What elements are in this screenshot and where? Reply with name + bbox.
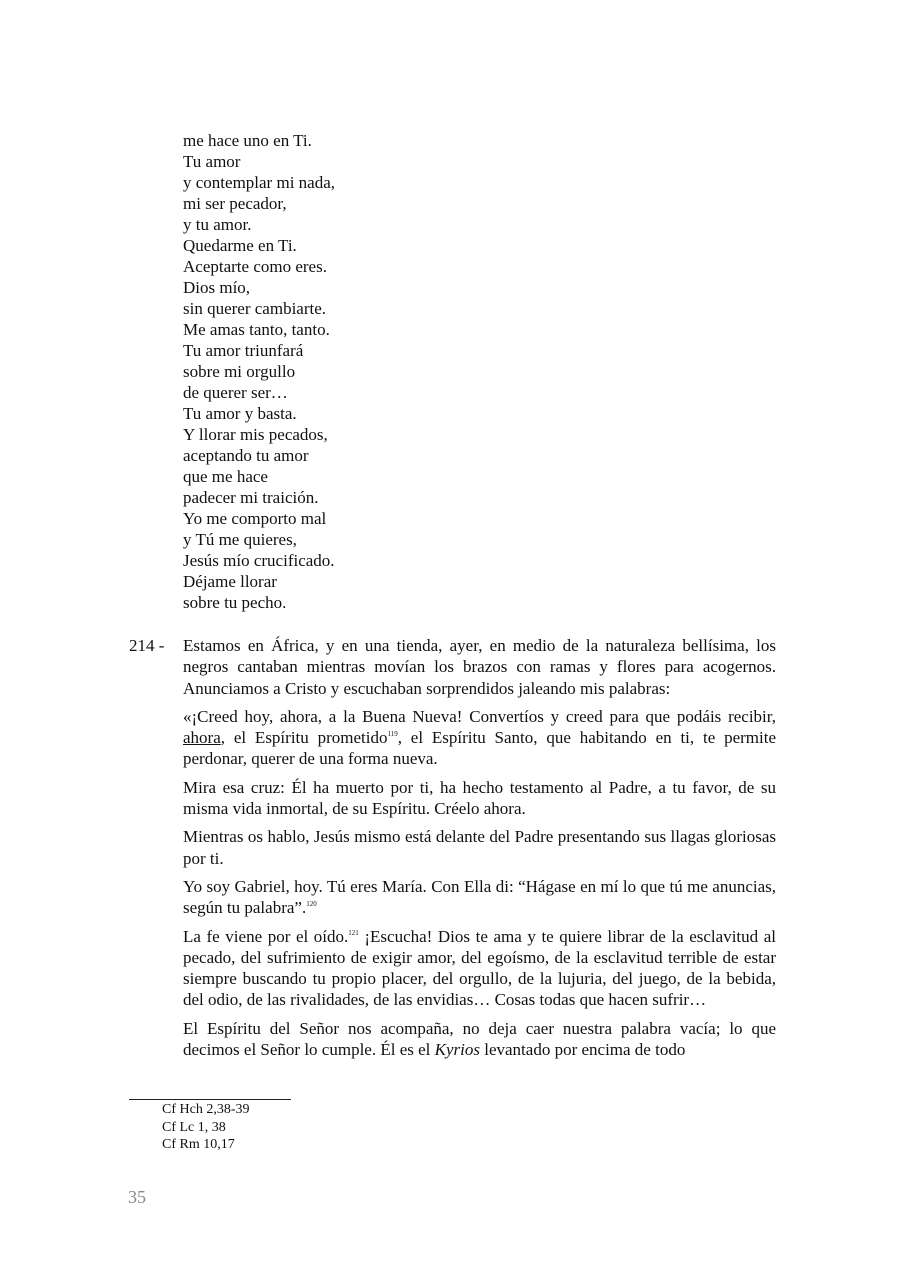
poem-line: Aceptarte como eres. (183, 257, 327, 276)
paragraph-text: «¡Creed hoy, ahora, a la Buena Nueva! Convertíos y creed para que podáis recibir, (183, 706, 776, 726)
poem-line: Tu amor triunfará (183, 341, 304, 360)
paragraph-text: Mientras os hablo, Jesús mismo está delante del Padre presentando sus llagas gloriosas por ti. (183, 827, 776, 868)
footnote: Cf Hch 2,38-39 (162, 1102, 250, 1117)
poem-line: Tu amor y basta. (183, 404, 297, 423)
poem (183, 130, 583, 613)
poem-line: sin querer cambiarte. (183, 299, 327, 318)
paragraph-text: El Espíritu del Señor nos acompaña, no deja caer nuestra palabra vacía; lo que decimos el Señor lo cumple. Él es el (183, 1018, 776, 1060)
poem-line: Déjame llorar (183, 572, 277, 591)
poem-line: me hace uno en Ti. (183, 131, 312, 150)
footnote-ref: 119 (387, 730, 398, 739)
footnote-ref: 120 (306, 900, 317, 909)
paragraph (183, 1018, 776, 1061)
poem-line: sobre mi orgullo (183, 362, 296, 381)
poem-line: sobre tu pecho. (183, 593, 287, 612)
paragraph-text: ¡Escucha! Dios te ama y te quiere librar de la esclavitud al pecado, del sufrimiento de exigir amor, del egoísmo, de la esclavitud terrible de estar siempre buscando tu propio placer, del orgullo, de la lujuria, del juego, de la bebida, del odio, de las rivalidades, de las envidias… Cosas todas que hacen sufrir… (183, 926, 776, 1010)
paragraph-number: 214 - (129, 636, 165, 655)
poem-line: y contemplar mi nada, (183, 173, 336, 192)
italic-term: Kyrios (434, 1040, 480, 1060)
poem-line: padecer mi traición. (183, 488, 319, 507)
poem-line: mi ser pecador, (183, 194, 287, 213)
paragraph (183, 876, 776, 919)
poem-line: Tu amor (183, 152, 241, 171)
paragraph-text: Mira esa cruz: Él ha muerto por ti, ha hecho testamento al Padre, a tu favor, de su misma vida inmortal, de su Espíritu. Créelo ahora. (183, 777, 776, 819)
paragraph (183, 777, 776, 820)
poem-line: Me amas tanto, tanto. (183, 320, 330, 339)
poem-line: que me hace (183, 467, 268, 486)
underlined-word: ahora (183, 728, 221, 748)
paragraph (183, 635, 776, 699)
footnote-separator (129, 1099, 291, 1100)
paragraph-text: , el Espíritu Santo, que habitando en ti, te permite perdonar, querer de una forma nueva. (183, 728, 776, 769)
poem-line: y Tú me quieres, (183, 530, 297, 549)
paragraph (183, 706, 776, 770)
paragraph (183, 826, 776, 869)
paragraph-text: Estamos en África, y en una tienda, ayer, en medio de la naturaleza bellísima, los negros cantaban mientras movían los brazos con ramas y flores para acogernos. Anunciamos a Cristo y escuchaban sorprendidos jaleando mis palabras: (183, 636, 776, 698)
footnote: Cf Rm 10,17 (162, 1137, 235, 1152)
page-number: 35 (128, 1187, 146, 1207)
poem-line: Y llorar mis pecados, (183, 425, 328, 444)
paragraph-text: , el Espíritu prometido (220, 728, 388, 748)
poem-line: Yo me comporto mal (183, 509, 327, 528)
paragraph-text: Yo soy Gabriel, hoy. Tú eres María. Con Ella di: “Hágase en mí lo que tú me anuncias, según tu palabra”. (183, 876, 776, 918)
poem-line: Quedarme en Ti. (183, 236, 297, 255)
footnote-ref: 121 (348, 928, 359, 937)
footnote: Cf Lc 1, 38 (162, 1119, 226, 1135)
paragraph-text: La fe viene por el oído. (183, 926, 349, 946)
poem-line: aceptando tu amor (183, 446, 309, 465)
paragraph-text: levantado por encima de todo (479, 1040, 686, 1060)
poem-line: y tu amor. (183, 215, 252, 234)
poem-line: de querer ser… (183, 383, 288, 402)
paragraph (183, 926, 776, 1011)
poem-line: Dios mío, (183, 278, 251, 297)
footnotes (162, 1101, 250, 1154)
section-body (183, 635, 776, 1079)
poem-line: Jesús mío crucificado. (183, 551, 335, 570)
